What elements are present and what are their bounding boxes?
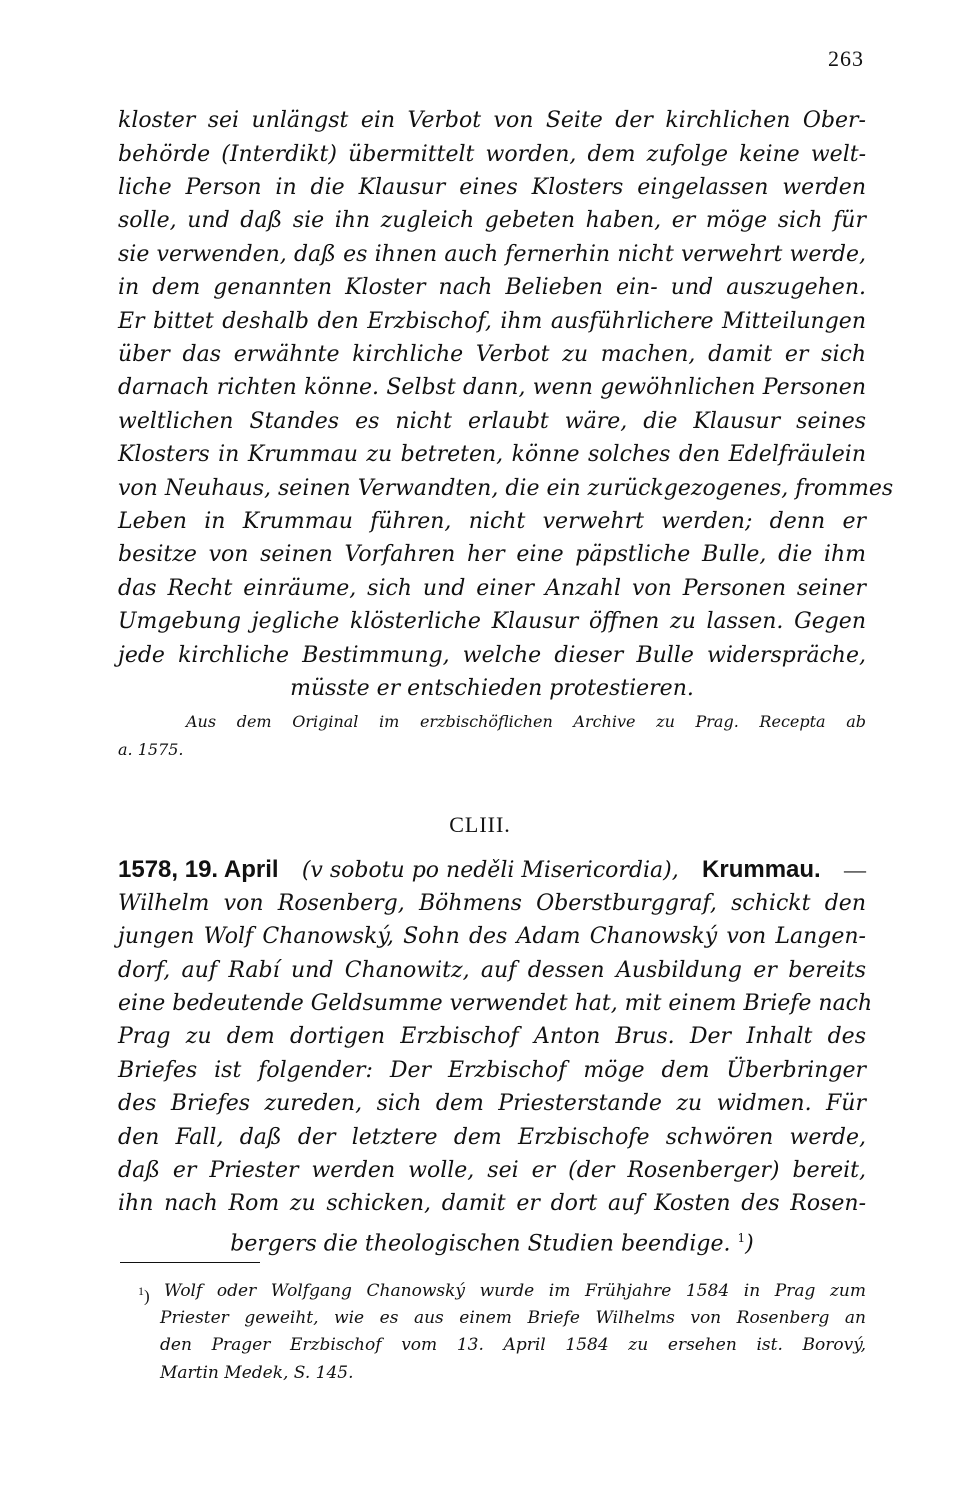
entry-czech-date: (v sobotu po neděli Misericordia), [301,858,679,883]
text-line-content: bergers die theologischen Studien beendige. [230,1231,731,1257]
text-line: Umgebung jegliche klösterliche Klausur öffnen zu lassen. Gegen [118,609,866,634]
text-line: Klosters in Krummau zu betreten, könne solches den Edelfräulein [118,442,866,467]
text-line: darnach richten könne. Selbst dann, wenn gewöhnlichen Personen [118,375,866,400]
text-line: in dem genannten Kloster nach Belieben ein- und auszugehen. [118,275,866,300]
footnote-rule [120,1262,260,1263]
footnote-line: Wolf oder Wolfgang Chanowský wurde im Frühjahre 1584 in Prag zum [164,1281,866,1301]
text-line: Prag zu dem dortigen Erzbischof Anton Brus. Der Inhalt des [118,1024,866,1049]
footnote-reference: 1 [737,1231,746,1245]
text-line: weltlichen Standes es nicht erlaubt wäre, die Klausur seines [118,409,866,434]
entry-dash: — [844,857,866,882]
footnote-line: den Prager Erzbischof vom 13. April 1584 zu ersehen ist. Borový, [160,1335,866,1355]
text-line: Briefes ist folgender: Der Erzbischof möge dem Überbringer [118,1058,866,1083]
text-line: Wilhelm von Rosenberg, Böhmens Oberstburggraf, schickt den [118,891,866,916]
text-line: bergers die theologischen Studien beendige. $^1$) [230,1231,754,1257]
text-line: ihn nach Rom zu schicken, damit er dort auf Kosten des Rosen- [118,1191,866,1216]
text-line: kloster sei unlängst ein Verbot von Seite der kirchlichen Ober- [118,108,866,133]
text-line: des Briefes zureden, sich dem Priesterstande zu widmen. Für [118,1091,866,1116]
text-line: dorf, auf Rabí und Chanowitz, auf dessen Ausbildung er bereits [118,958,866,983]
footnote-line: Priester geweiht, wie es aus einem Briefe Wilhelms von Rosenberg an [160,1308,866,1328]
text-line: liche Person in die Klausur eines Klosters eingelassen werden [118,175,866,200]
text-line: jede kirchliche Bestimmung, welche dieser Bulle widerspräche, [118,643,866,668]
text-line: besitze von seinen Vorfahren her eine päpstliche Bulle, die ihm [118,542,866,567]
text-line: Leben in Krummau führen, nicht verwehrt werden; denn er [118,509,866,534]
source-note-line: a. 1575. [118,740,184,759]
text-line: jungen Wolf Chanowský, Sohn des Adam Chanowský von Langen- [118,924,866,949]
footnote-marker-number: 1 [138,1284,144,1298]
text-line: sie verwenden, daß es ihnen auch fernerhin nicht verwehrt werde, [118,242,866,267]
text-line: das Recht einräume, sich und einer Anzahl von Personen seiner [118,576,866,601]
text-line: daß er Priester werden wolle, sei er (der Rosenberger) bereit, [118,1158,866,1183]
text-line: solle, und daß sie ihn zugleich gebeten haben, er möge sich für [118,208,866,233]
text-line: behörde (Interdikt) übermittelt worden, dem zufolge keine welt- [118,142,866,167]
text-line: den Fall, daß der letztere dem Erzbischofe schwören werde, [118,1125,866,1150]
entry-head [118,857,866,884]
footnote-marker: $^1$) [138,1284,150,1306]
text-line: eine bedeutende Geldsumme verwendet hat, mit einem Briefe nach [118,991,873,1016]
entry-date: 1578, 19. April [118,856,279,883]
page-number: 263 [828,46,864,71]
text-line: Er bittet deshalb den Erzbischof, ihm ausführlichere Mitteilungen [118,309,866,334]
entry-place: Krummau. [702,856,821,883]
text-line: müsste er entschieden protestieren. [290,676,694,701]
source-note-line: Aus dem Original im erzbischöflichen Archive zu Prag. Recepta ab [186,712,866,731]
text-line: von Neuhaus, seinen Verwandten, die ein zurückgezogenes, frommes [118,476,894,501]
text-line: über das erwähnte kirchliche Verbot zu machen, damit er sich [118,342,866,367]
section-heading: CLIII. [449,812,511,837]
footnote-line: Martin Medek, S. 145. [160,1363,354,1383]
